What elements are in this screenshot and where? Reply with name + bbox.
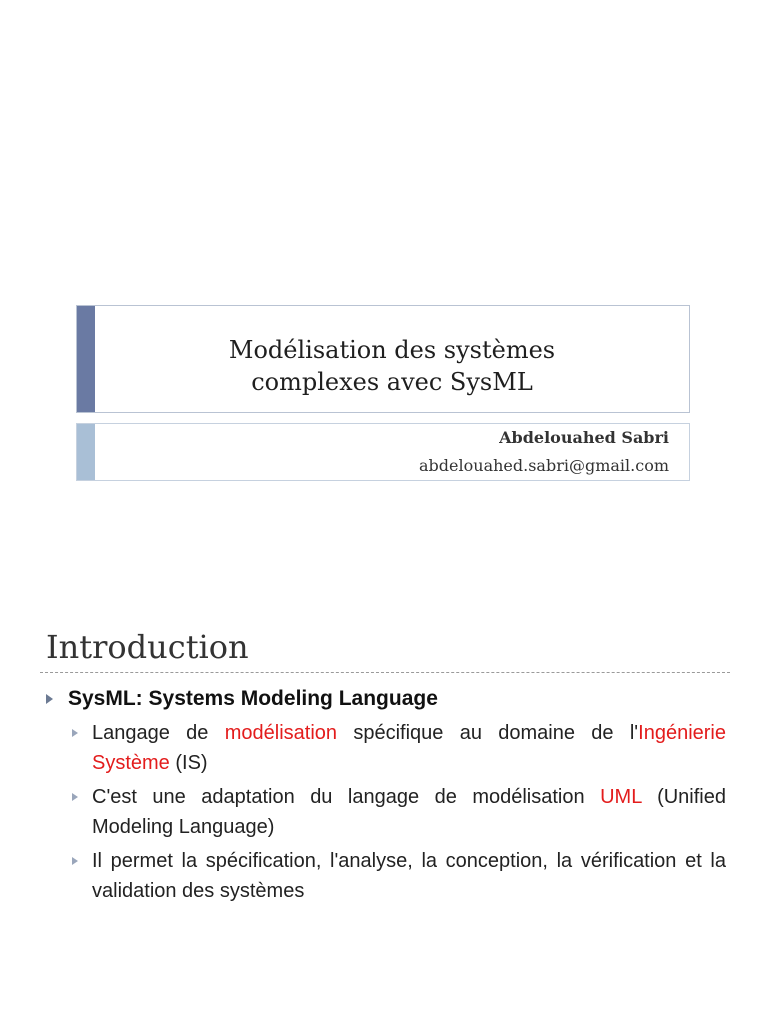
sub-bullet (46, 846, 726, 906)
title-accent-bar (77, 306, 95, 412)
presentation-title: Modélisation des systèmes complexes avec SysML (228, 336, 556, 396)
sub-bullet (46, 782, 726, 842)
heading-divider (40, 672, 730, 673)
title-box (76, 305, 690, 413)
sub-bullet-1-part: (IS) (169, 752, 208, 774)
sub-bullet-arrow-icon (72, 857, 78, 865)
bullet-arrow-icon (46, 694, 53, 704)
subtitle-accent-bar (77, 424, 95, 480)
bullet-list (46, 684, 726, 906)
sub-bullet-2-part: C'est une adaptation du langage de modélisation (92, 786, 601, 808)
sub-bullet-1-part: spécifique au domaine de l' (337, 722, 639, 744)
intro-slide (0, 576, 768, 1024)
sub-bullet-1-part: Langage de (92, 722, 225, 744)
sub-bullet-2-part: (Unified Modeling Language) (92, 786, 726, 838)
sub-bullet-arrow-icon (72, 729, 78, 737)
sub-bullet (46, 718, 726, 778)
bullet-main (46, 684, 726, 714)
highlight-term: modélisation (224, 722, 338, 744)
sub-bullet-3-text: Il permet la spécification, l'analyse, la conception, la vérification et la validation des systèmes (92, 850, 726, 902)
slide-heading: Introduction (46, 628, 249, 666)
highlight-term: UML (600, 786, 642, 808)
author-name: Abdelouahed Sabri (499, 428, 669, 447)
sub-bullet-arrow-icon (72, 793, 78, 801)
bullet-main-text: SysML: Systems Modeling Language (68, 687, 438, 710)
highlight-term: Ingénierie Système (92, 722, 726, 774)
author-email: abdelouahed.sabri@gmail.com (419, 456, 669, 475)
subtitle-box (76, 423, 690, 481)
